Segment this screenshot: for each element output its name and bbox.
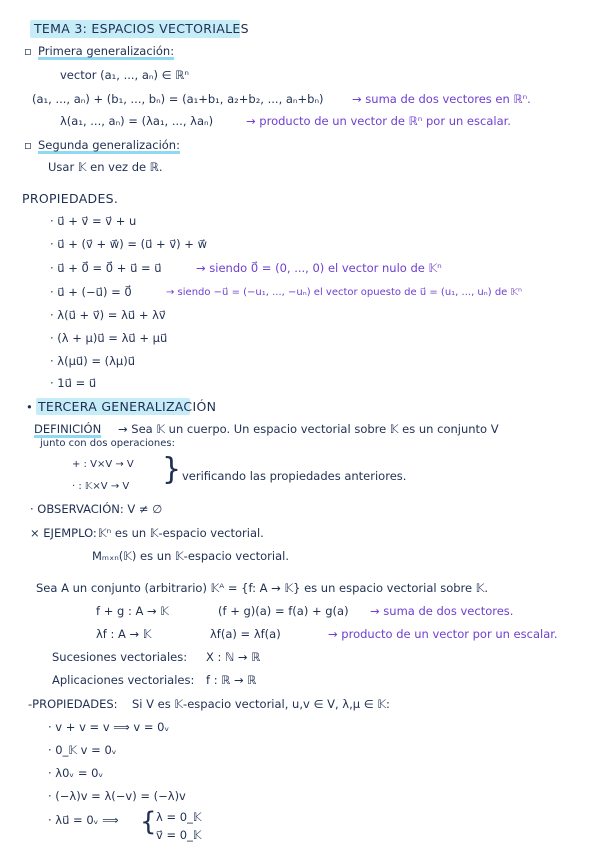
sucesiones-label: Sucesiones vectoriales: (52, 650, 188, 664)
section1-line2-note: → suma de dos vectores en ℝⁿ. (352, 92, 531, 106)
operation-scalar: · : 𝕂×V → V (72, 481, 130, 492)
prop-item-5: · λ(u⃗ + v⃗) = λu⃗ + λv⃗ (50, 308, 166, 322)
prop-item-3-note: → siendo 0⃗ = (0, ..., 0) el vector nulo de 𝕂ⁿ (196, 261, 442, 275)
prop2-case-1: λ = 0_𝕂 (156, 810, 202, 824)
prop2-item-3: · λ0ᵥ = 0ᵥ (48, 766, 104, 780)
definition-label: DEFINICIÓN (34, 422, 102, 436)
section2-line1: Usar 𝕂 en vez de ℝ. (48, 160, 163, 174)
lf-definition: λf(a) = λf(a) (210, 627, 281, 641)
aplicaciones-label: Aplicaciones vectoriales: (52, 673, 195, 687)
aplicaciones-map: f : ℝ → ℝ (206, 673, 257, 687)
prop2-item-4: · (−λ)v = λ(−v) = (−λ)v (48, 789, 186, 803)
prop2-case-2: v⃗ = 0_𝕂 (156, 828, 202, 842)
page-title: TEMA 3: ESPACIOS VECTORIALES (34, 21, 249, 36)
section2-heading: Segunda generalización: (38, 138, 180, 152)
section1-line3: λ(a₁, ..., aₙ) = (λa₁, ..., λaₙ) (60, 114, 214, 128)
prop2-item-5: · λu⃗ = 0ᵥ ⟹ (48, 813, 119, 827)
propiedades2-heading: -PROPIEDADES: (28, 697, 118, 711)
section3-bullet: • (26, 400, 33, 414)
propiedades-heading: PROPIEDADES. (22, 191, 119, 206)
fg-map: f + g : A → 𝕂 (96, 604, 169, 618)
prop-item-3: · u⃗ + 0⃗ = 0⃗ + u⃗ = u⃗ (50, 261, 162, 275)
section1-line3-note: → producto de un vector de ℝⁿ por un escalar. (246, 114, 511, 128)
lf-note: → producto de un vector por un escalar. (328, 627, 558, 641)
section3-heading: TERCERA GENERALIZACIÓN (38, 399, 217, 414)
lf-map: λf : A → 𝕂 (96, 627, 152, 641)
section1-heading: Primera generalización: (38, 44, 175, 58)
section1-line2: (a₁, ..., aₙ) + (b₁, ..., bₙ) = (a₁+b₁, a₂+b₂, ..., aₙ+bₙ) (32, 92, 324, 106)
section1-bullet: ▫ (24, 44, 32, 58)
ejemplo-2: Mₘₓₙ(𝕂) es un 𝕂-espacio vectorial. (92, 549, 290, 563)
sucesiones-map: X : ℕ → ℝ (206, 650, 261, 664)
fg-note: → suma de dos vectores. (370, 604, 514, 618)
brace-right: } (162, 452, 182, 487)
prop2-item-2: · 0_𝕂 v = 0ᵥ (48, 743, 117, 757)
brace-left: { (140, 807, 157, 837)
propiedades2-heading-text: Si V es 𝕂-espacio vectorial, u,v ∈ V, λ,μ ∈ 𝕂: (132, 697, 390, 711)
sea-line: Sea A un conjunto (arbitrario) 𝕂ᴬ = {f: A → 𝕂} es un espacio vectorial sobre 𝕂. (36, 581, 489, 595)
section1-line1: vector (a₁, ..., aₙ) ∈ ℝⁿ (60, 68, 189, 82)
ejemplo-1: 𝕂ⁿ es un 𝕂-espacio vectorial. (98, 526, 264, 540)
fg-definition: (f + g)(a) = f(a) + g(a) (218, 604, 349, 618)
prop-item-7: · λ(μu⃗) = (λμ)u⃗ (50, 354, 136, 368)
prop-item-4: · u⃗ + (−u⃗) = 0⃗ (50, 285, 132, 299)
operation-sum: + : V×V → V (72, 459, 134, 470)
prop-item-1: · u⃗ + v⃗ = v⃗ + u (50, 214, 137, 228)
operations-note: verificando las propiedades anteriores. (182, 469, 407, 483)
prop2-item-1: · v + v = v ⟹ v = 0ᵥ (48, 720, 170, 734)
prop-item-8: · 1u⃗ = u⃗ (50, 376, 97, 390)
prop-item-4-note: → siendo −u⃗ = (−u₁, ..., −uₙ) el vector opuesto de u⃗ = (u₁, ..., uₙ) de 𝕂ⁿ (166, 287, 523, 298)
ejemplo-label: × EJEMPLO: (30, 526, 97, 540)
observacion: · OBSERVACIÓN: V ≠ ∅ (30, 502, 163, 516)
prop-item-6: · (λ + μ)u⃗ = λu⃗ + μu⃗ (50, 331, 168, 345)
section2-bullet: ▫ (24, 138, 32, 152)
definition-text: → Sea 𝕂 un cuerpo. Un espacio vectorial sobre 𝕂 es un conjunto V (118, 422, 499, 436)
definition-text-2: junto con dos operaciones: (40, 438, 175, 449)
prop-item-2: · u⃗ + (v⃗ + w⃗) = (u⃗ + v⃗) + w⃗ (50, 237, 207, 251)
